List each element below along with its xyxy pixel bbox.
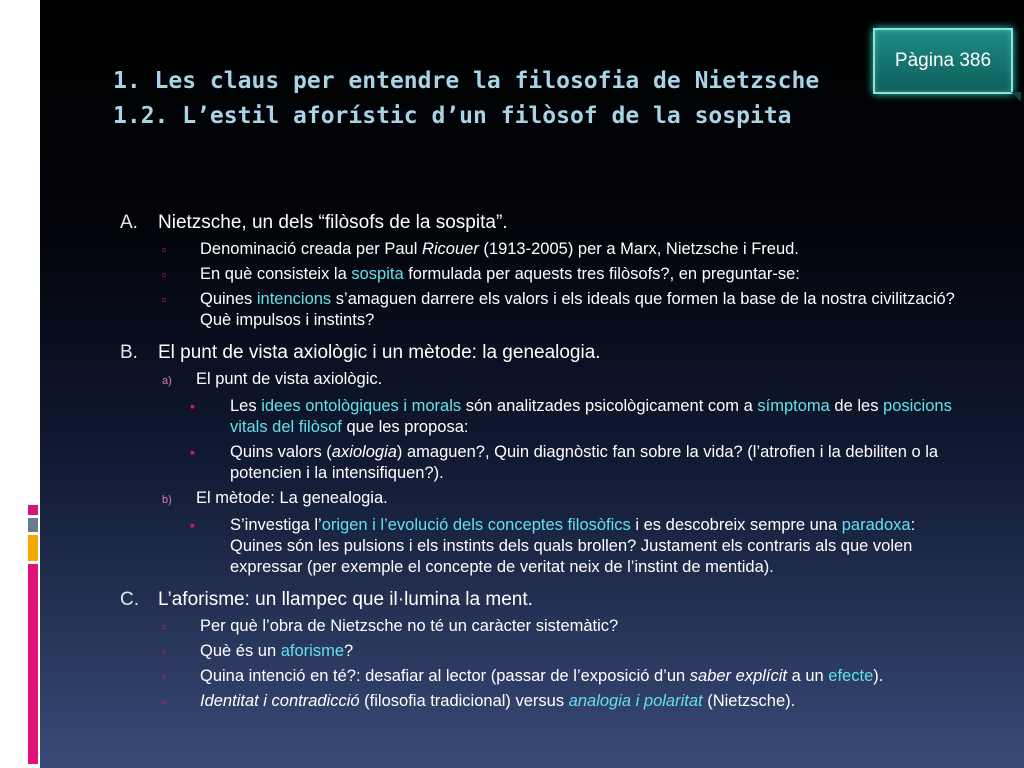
highlight-paradoxa: paradoxa (841, 516, 911, 534)
ricouer-text: Ricouer (421, 240, 479, 258)
identitat-text: Identitat i contradicció (200, 692, 360, 710)
sub-a-label: El punt de vista axiològic. (196, 370, 383, 388)
title-line-1: 1. Les claus per entendre la filosofia de Nietzsche (113, 68, 820, 94)
slide-title (113, 64, 873, 134)
text: Quina intenció en té?: desafiar al lector (passar de l’exposició d’un (200, 667, 690, 685)
sub-a-marker: a) (162, 375, 172, 387)
square-bullet-icon: ▫ (162, 619, 167, 634)
text: ? (344, 642, 354, 660)
slide-content (120, 205, 960, 712)
section-b-sub-b (120, 488, 960, 511)
highlight-posicions: posicions vitals del filòsof (230, 397, 952, 436)
section-a-marker: A. (120, 212, 138, 233)
sub-b-label: El mètode: La genealogia. (196, 489, 388, 507)
highlight-sospita: sospita (351, 265, 404, 283)
text: que les proposa: (341, 418, 469, 436)
page-number-badge (873, 28, 1013, 94)
highlight-aforisme: aforisme (280, 642, 345, 660)
text: formulada per aquests tres filòsofs?, en preguntar-se: (403, 265, 800, 283)
text: (1913-2005) per a Marx, Nietzsche i Freud. (478, 240, 799, 258)
text: i es descobreix sempre una (630, 516, 842, 534)
sub-b-bullet-1 (120, 515, 960, 578)
section-c-marker: C. (120, 589, 139, 610)
small-bullet-icon: ▪ (190, 444, 195, 460)
stripe-gray (28, 518, 38, 532)
stripe-yellow (28, 535, 38, 561)
section-c-heading: L’aforisme: un llampec que il·lumina la ment. (158, 589, 533, 610)
section-c-bullet-3 (120, 666, 960, 687)
section-c-bullet-2 (120, 641, 960, 662)
sub-b-marker: b) (162, 494, 172, 506)
square-bullet-icon: ▫ (162, 242, 167, 257)
section-c-bullet-1 (120, 616, 960, 637)
section-b-marker: B. (120, 342, 138, 363)
text: ). (873, 667, 884, 685)
square-bullet-icon: ▫ (162, 267, 167, 282)
stripe-pink-small (28, 505, 38, 515)
text: a un (787, 667, 829, 685)
highlight-intencions: intencions (256, 290, 332, 308)
section-a-bullet-1 (120, 239, 960, 260)
text: Quines (200, 290, 257, 308)
section-c-bullet-4 (120, 691, 960, 712)
text: S’investiga l’ (230, 516, 322, 534)
page-number-label: Pàgina 386 (894, 50, 992, 71)
text: s’amaguen darrere els valors i els ideals que formen la base de la nostra civilització? Què impulsos i instints? (200, 290, 955, 329)
title-line-2: 1.2. L’estil aforístic d’un filòsof de la sospita (113, 103, 792, 129)
sub-a-bullet-2 (120, 442, 960, 484)
text: En què consisteix la (200, 265, 352, 283)
section-a (120, 211, 960, 235)
section-a-bullet-2 (120, 264, 960, 285)
section-b-sub-a (120, 369, 960, 392)
highlight-origen: origen i l’evolució dels conceptes filosòfics (321, 516, 631, 534)
text: Què és un (200, 642, 281, 660)
small-bullet-icon: ▪ (190, 398, 195, 414)
text: són analitzades psicològicament com a (461, 397, 758, 415)
highlight-idees: idees ontològiques i morals (261, 397, 462, 415)
section-c (120, 588, 960, 612)
highlight-simptoma: símptoma (757, 397, 830, 415)
axiologia-text: axiologia (331, 443, 397, 461)
text: (filosofia tradicional) versus (359, 692, 569, 710)
section-b (120, 341, 960, 365)
text: Per què l’obra de Nietzsche no té un caràcter sistemàtic? (200, 617, 619, 635)
square-bullet-icon: ▫ (162, 292, 167, 307)
highlight-analogia: analogia i polaritat (568, 692, 703, 710)
text: (Nietzsche). (702, 692, 796, 710)
highlight-efecte: efecte (828, 667, 874, 685)
text: Quins valors ( (230, 443, 332, 461)
stripe-pink-long (28, 564, 38, 764)
text: Denominació creada per Paul (200, 240, 422, 258)
section-b-heading: El punt de vista axiològic i un mètode: la genealogia. (158, 342, 601, 363)
section-a-heading: Nietzsche, un dels “filòsofs de la sospita”. (158, 212, 508, 233)
small-bullet-icon: ▪ (190, 517, 195, 533)
saber-explicit-text: saber explícit (689, 667, 787, 685)
text: ) amaguen?, Quin diagnòstic fan sobre la vida? (l’atrofien i la debiliten o la potencien i la intensifiquen?). (230, 443, 939, 482)
text: Les (230, 397, 262, 415)
text: de les (829, 397, 884, 415)
sub-a-bullet-1 (120, 396, 960, 438)
text: : Quines són les pulsions i els instints dels quals brollen? Justament els contraris als que volen expressar (per exemple el concepte de veritat neix de l’instint de mentida). (230, 516, 916, 576)
decorative-stripes (28, 505, 38, 767)
section-a-bullet-3 (120, 289, 960, 331)
square-bullet-icon: ▫ (162, 694, 167, 709)
square-bullet-icon: ▫ (162, 669, 167, 684)
square-bullet-icon: ▫ (162, 644, 167, 659)
